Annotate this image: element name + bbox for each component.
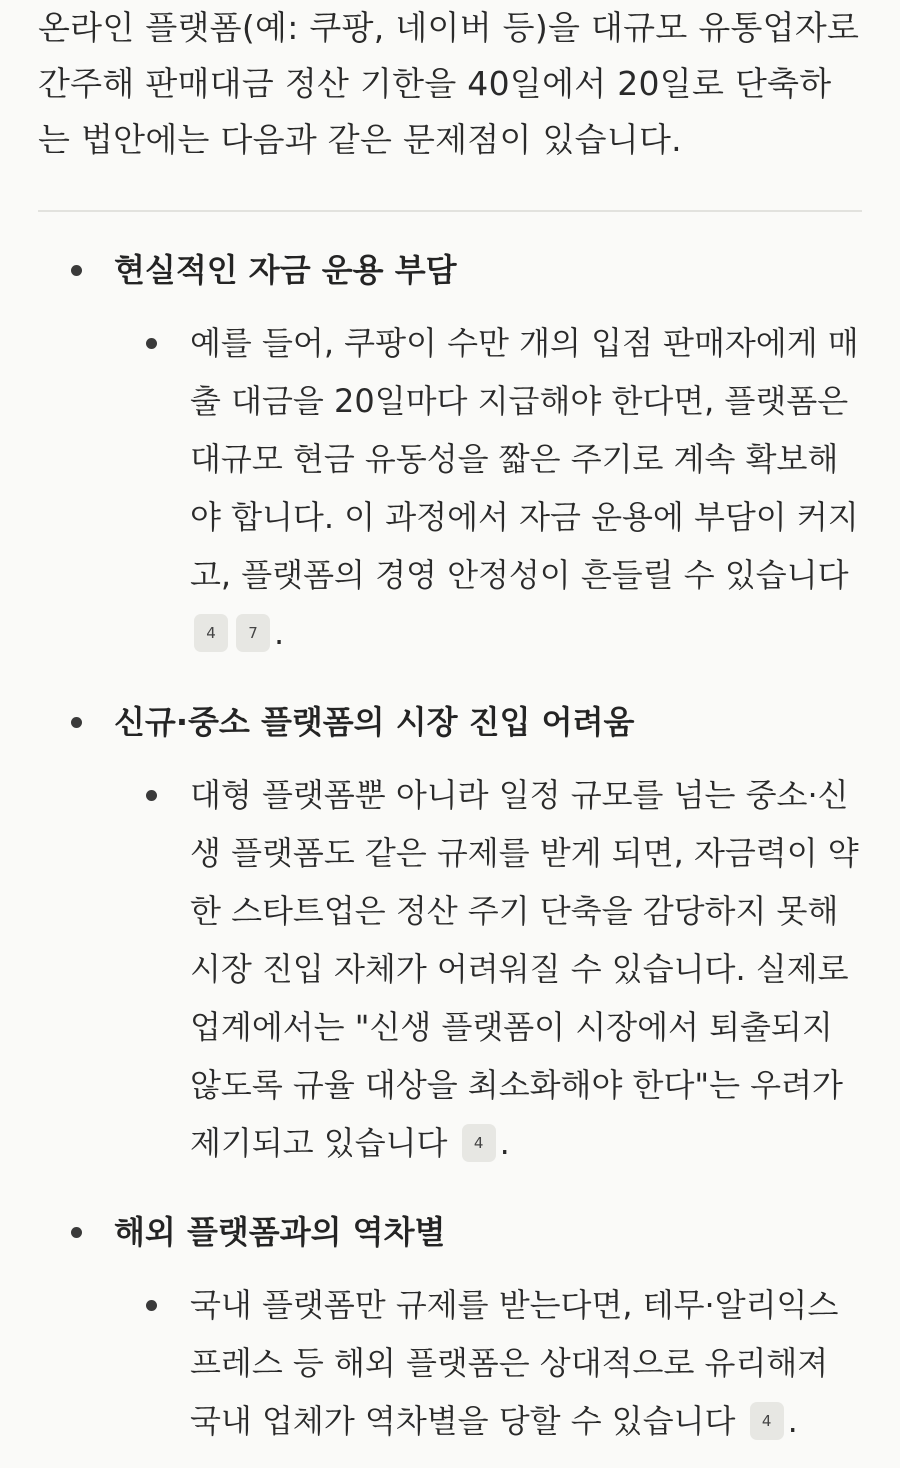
- detail-text: 대형 플랫폼뿐 아니라 일정 규모를 넘는 중소·신생 플랫폼도 같은 규제를 받게 되면, 자금력이 약한 스타트업은 정산 주기 단축을 감당하지 못해 시장 진입 자체가 어려워질 수 있습니다. 실제로 업계에서는 "신생 플랫폼이 시장에서 퇴출되지 않도록 규율 대상을 최소화해야 한다"는 우려가 제기되고 있습니다: [190, 776, 859, 1162]
- detail-end: .: [787, 1402, 798, 1440]
- topic-item: [38, 690, 862, 1172]
- bullet-icon: [71, 717, 82, 728]
- detail-list: [114, 1276, 862, 1450]
- detail-list: [114, 766, 862, 1172]
- citation-badge[interactable]: 4: [194, 614, 228, 652]
- detail-item: [114, 1276, 862, 1450]
- citation-badge[interactable]: 7: [236, 614, 270, 652]
- divider: [38, 210, 862, 212]
- bullet-icon: [146, 1300, 157, 1311]
- detail-item: [114, 766, 862, 1172]
- bullet-icon: [71, 1227, 82, 1238]
- topic-title: 해외 플랫폼과의 역차별: [114, 1213, 446, 1251]
- detail-end: .: [499, 1124, 510, 1162]
- detail-list: [114, 314, 862, 662]
- detail-end: .: [274, 614, 285, 652]
- citation-badge[interactable]: 4: [462, 1124, 496, 1162]
- bullet-icon: [146, 338, 157, 349]
- topic-title: 신규·중소 플랫폼의 시장 진입 어려움: [114, 703, 635, 741]
- topic-item: [38, 238, 862, 662]
- citation-badge[interactable]: 4: [750, 1402, 784, 1440]
- detail-item: [114, 314, 862, 662]
- intro-paragraph: 온라인 플랫폼(예: 쿠팡, 네이버 등)을 대규모 유통업자로 간주해 판매대금 정산 기한을 40일에서 20일로 단축하는 법안에는 다음과 같은 문제점이 있습니다.: [38, 8, 860, 159]
- topic-title: 현실적인 자금 운용 부담: [114, 251, 457, 289]
- detail-text: 국내 플랫폼만 규제를 받는다면, 테무·알리익스프레스 등 해외 플랫폼은 상대적으로 유리해져 국내 업체가 역차별을 당할 수 있습니다: [190, 1286, 839, 1440]
- topic-item: [38, 1200, 862, 1450]
- bullet-icon: [71, 265, 82, 276]
- bullet-icon: [146, 790, 157, 801]
- detail-text: 예를 들어, 쿠팡이 수만 개의 입점 판매자에게 매출 대금을 20일마다 지급해야 한다면, 플랫폼은 대규모 현금 유동성을 짧은 주기로 계속 확보해야 합니다. 이 과정에서 자금 운용에 부담이 커지고, 플랫폼의 경영 안정성이 흔들릴 수 있습니다: [190, 324, 859, 594]
- topic-list: [38, 238, 862, 1450]
